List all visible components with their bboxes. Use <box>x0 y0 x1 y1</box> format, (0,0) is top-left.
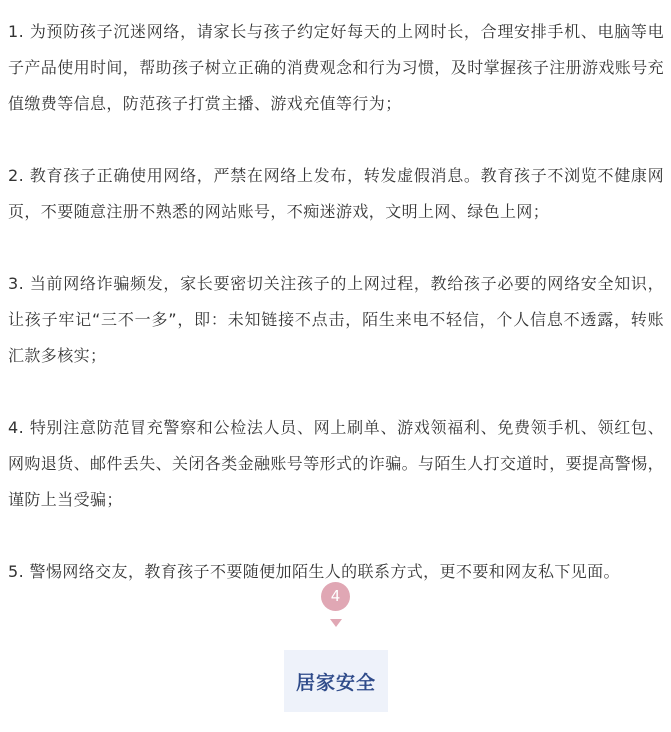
triangle-down-icon <box>330 619 342 627</box>
tip-paragraph-2: 2. 教育孩子正确使用网络，严禁在网络上发布，转发虚假消息。教育孩子不浏览不健康网页，不要随意注册不熟悉的网站账号，不痴迷游戏，文明上网、绿色上网； <box>8 166 664 221</box>
tip-paragraph-1: 1. 为预防孩子沉迷网络，请家长与孩子约定好每天的上网时长，合理安排手机、电脑等电子产品使用时间，帮助孩子树立正确的消费观念和行为习惯，及时掌握孩子注册游戏账号充值缴费等信息，防范孩子打赏主播、游戏充值等行为； <box>8 22 665 113</box>
tip-paragraph-3: 3. 当前网络诈骗频发，家长要密切关注孩子的上网过程，教给孩子必要的网络安全知识，让孩子牢记“三不一多”，即：未知链接不点击，陌生来电不轻信，个人信息不透露，转账汇款多核实； <box>8 274 664 365</box>
article-body <box>8 14 664 626</box>
section-marker <box>0 582 671 627</box>
section-heading-box <box>284 650 388 712</box>
section-title: 居家安全 <box>295 671 376 694</box>
tip-paragraph-4: 4. 特别注意防范冒充警察和公检法人员、网上刷单、游戏领福利、免费领手机、领红包、网购退货、邮件丢失、关闭各类金融账号等形式的诈骗。与陌生人打交道时，要提高警惕，谨防上当受骗； <box>8 418 665 509</box>
section-number-badge: 4 <box>321 582 350 611</box>
tip-paragraph-5: 5. 警惕网络交友，教育孩子不要随便加陌生人的联系方式，更不要和网友私下见面。 <box>8 562 620 581</box>
